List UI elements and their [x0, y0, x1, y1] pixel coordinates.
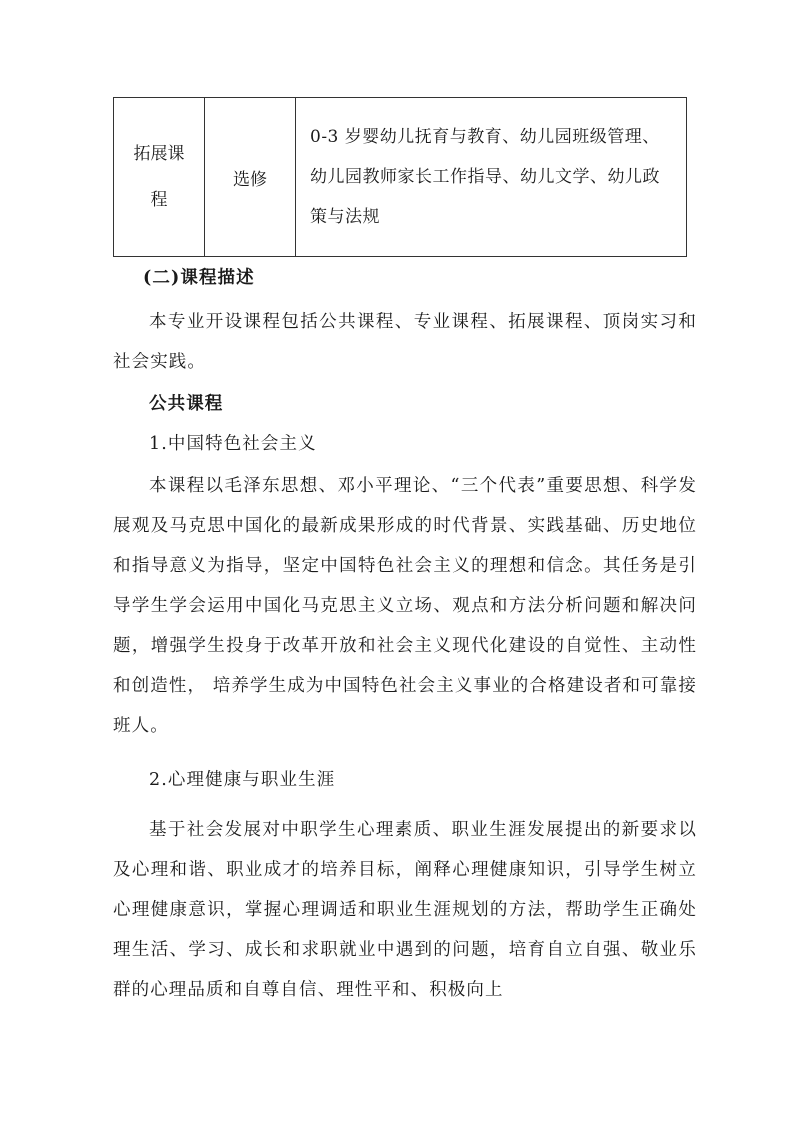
course1-desc-block [113, 466, 697, 746]
table-cell-category [114, 98, 205, 257]
category-label: 拓展课程 [133, 144, 185, 210]
course2-desc-block [113, 810, 697, 1010]
section-heading: (二)课程描述 [143, 268, 255, 288]
table-cell-type [205, 98, 296, 257]
course2-title-block [113, 760, 697, 800]
public-heading-block [113, 384, 697, 424]
intro-paragraph: 本专业开设课程包括公共课程、专业课程、拓展课程、顶岗实习和社会实践。 [113, 312, 697, 372]
course1-description: 本课程以毛泽东思想、邓小平理论、“三个代表”重要思想、科学发展观及马克思中国化的最新成果形成的时代背景、实践基础、历史地位和指导意义为指导，坚定中国特色社会主义的理想和信念。其任务是引导学生学会运用中国化马克思主义立场、观点和方法分析问题和解决问题，增强学生投身于改革开放和社会主义现代化建设的自觉性、主动性和创造性， 培养学生成为中国特色社会主义事业的合格建设者和可靠接班人。 [113, 476, 697, 736]
type-label: 选修 [233, 169, 267, 190]
table-cell-courses [296, 98, 687, 257]
course-table [113, 97, 687, 257]
course1-title: 1.中国特色社会主义 [149, 434, 317, 454]
course-list-text: 0-3 岁婴幼儿抚育与教育、幼儿园班级管理、幼儿园教师家长工作指导、幼儿文学、幼儿政策与法规 [310, 127, 660, 227]
course2-title: 2.心理健康与职业生涯 [149, 770, 336, 790]
table-row [114, 98, 687, 257]
section-heading-block [113, 258, 697, 298]
public-courses-heading: 公共课程 [149, 394, 224, 414]
course1-title-block [113, 424, 697, 464]
course2-description: 基于社会发展对中职学生心理素质、职业生涯发展提出的新要求以及心理和谐、职业成才的培养目标，阐释心理健康知识，引导学生树立心理健康意识，掌握心理调适和职业生涯规划的方法，帮助学生正确处理生活、学习、成长和求职就业中遇到的问题，培育自立自强、敬业乐群的心理品质和自尊自信、理性平和、积极向上 [113, 820, 697, 1000]
intro-block [113, 302, 697, 382]
